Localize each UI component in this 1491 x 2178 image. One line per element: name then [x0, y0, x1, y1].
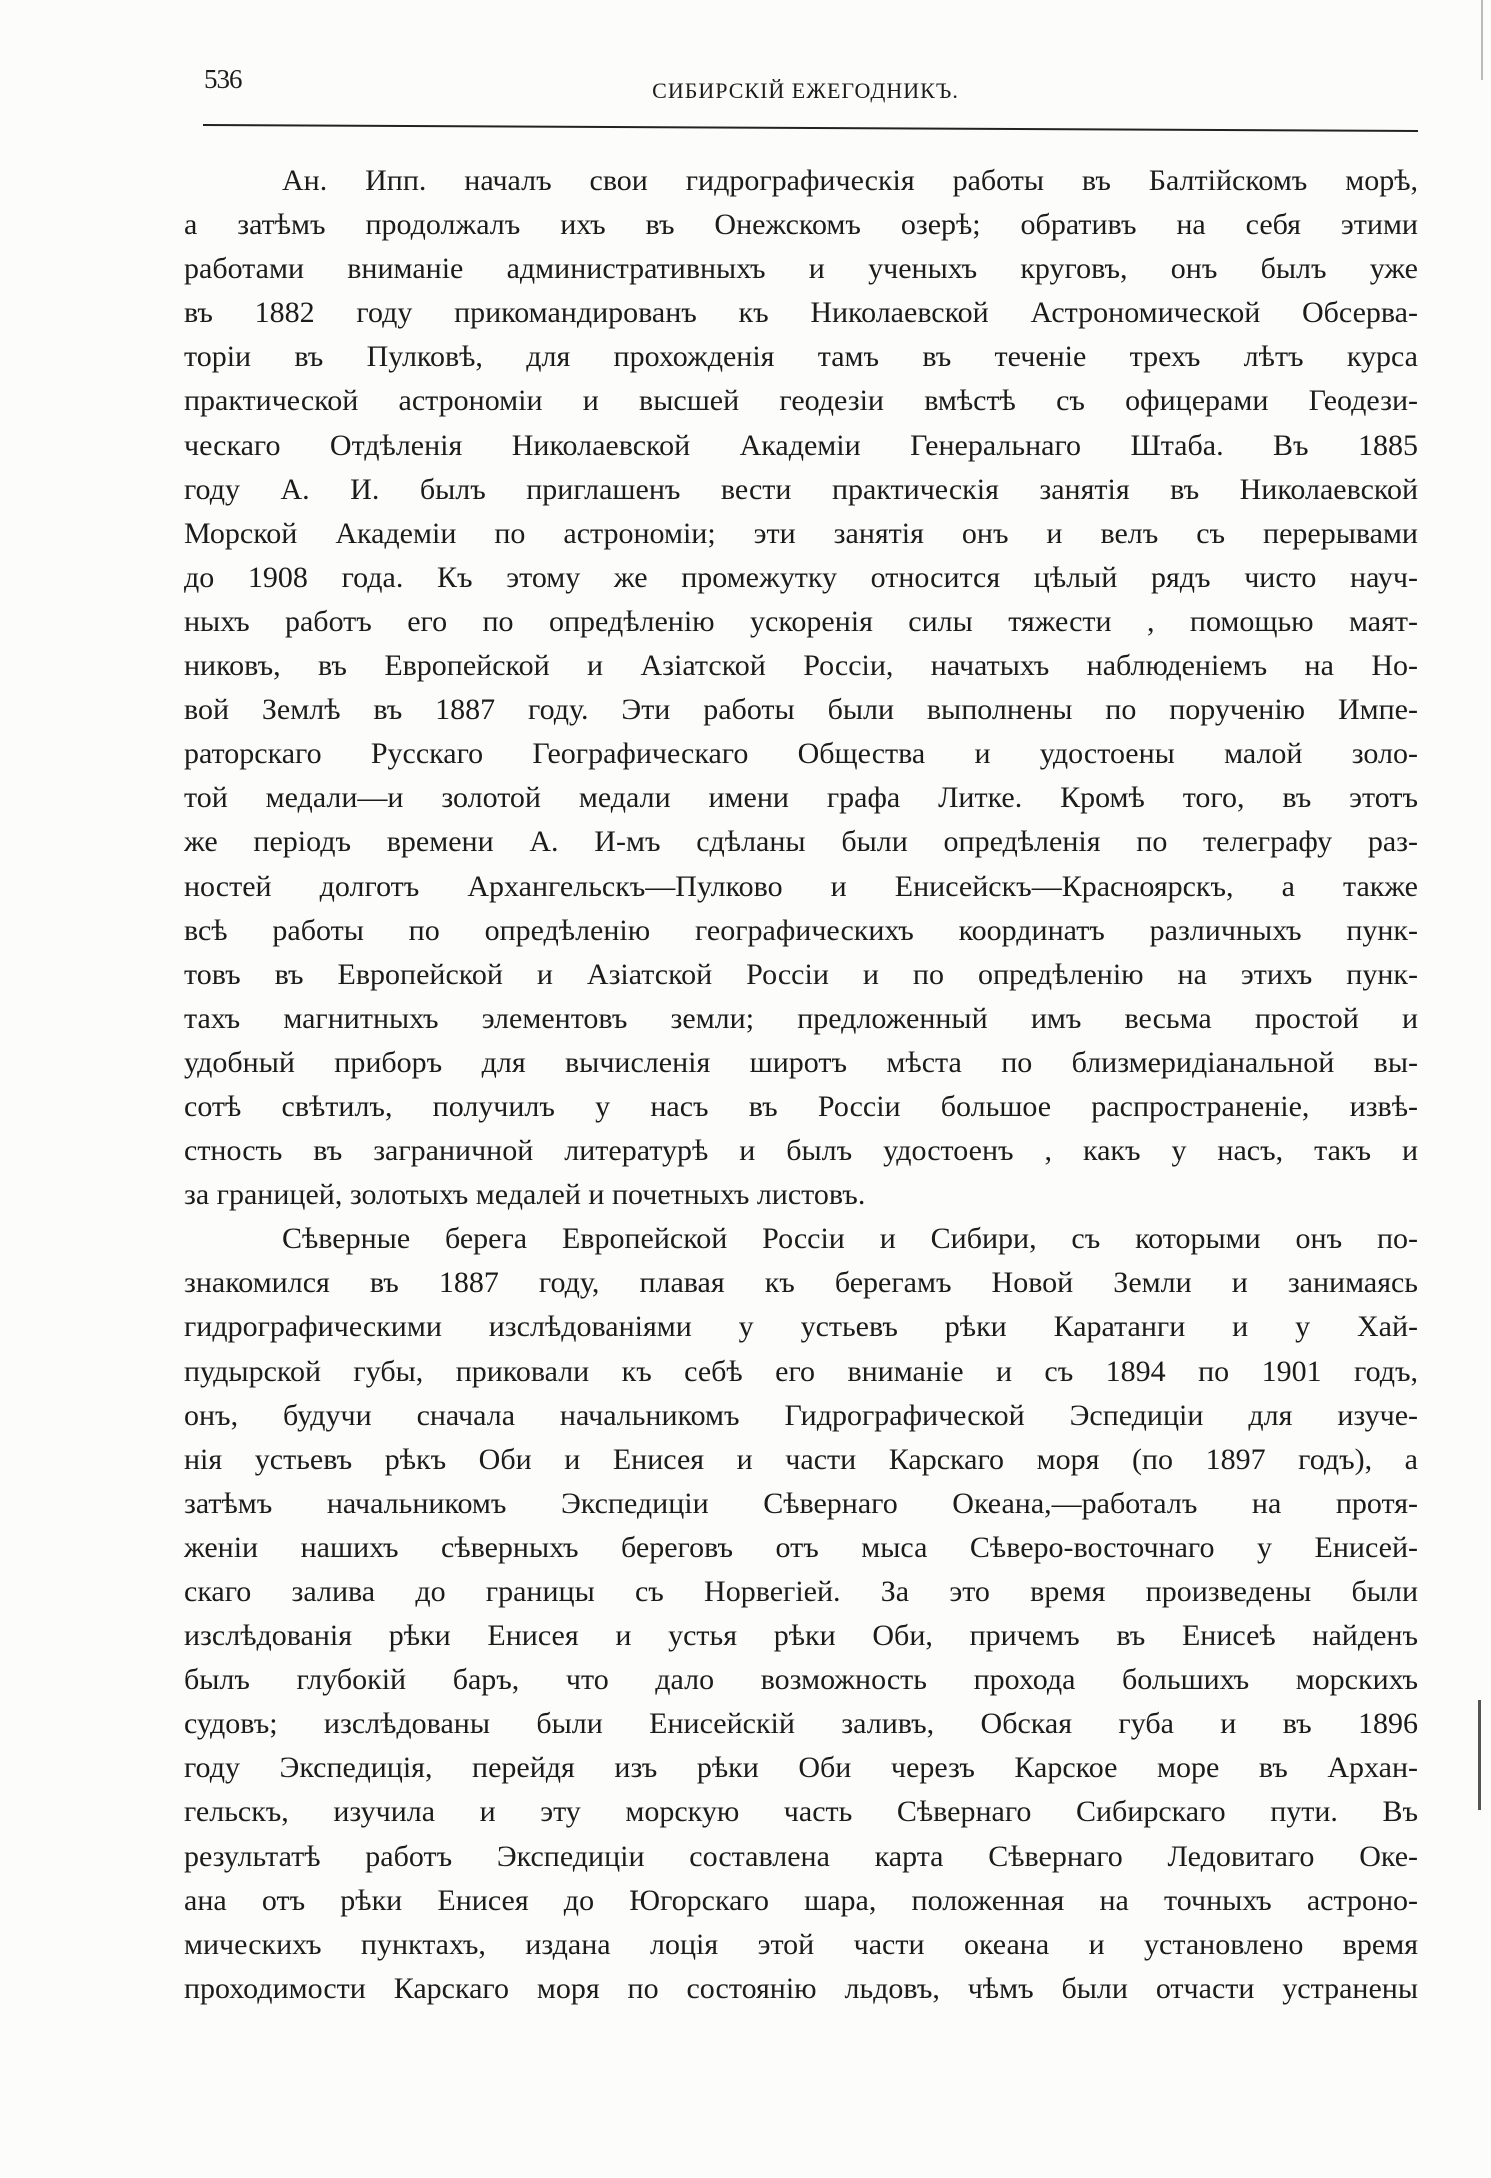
text-line: пудырской губы, приковали къ себѣ его вниманіе и съ 1894 по 1901 годъ, [184, 1354, 1418, 1388]
text-line: гидрографическими изслѣдованіями у устьевъ рѣки Каратанги и у Хай- [184, 1310, 1418, 1344]
text-line: году Экспедиція, перейдя изъ рѣки Оби черезъ Карское море въ Архан- [184, 1751, 1418, 1785]
body-text [184, 159, 1418, 2011]
text-line: году А. И. былъ приглашенъ вести практическія занятія въ Николаевской [184, 472, 1418, 506]
text-line: скаго залива до границы съ Норвегіей. За это время произведены были [184, 1575, 1418, 1608]
text-line: же періодъ времени А. И-мъ сдѣланы были опредѣленія по телеграфу раз- [184, 825, 1418, 859]
text-line: былъ глубокій баръ, что дало возможность прохода большихъ морскихъ [184, 1663, 1418, 1697]
text-line: женіи нашихъ сѣверныхъ береговъ отъ мыса Сѣверо-восточнаго у Енисей- [184, 1530, 1418, 1564]
text-line: ческаго Отдѣленія Николаевской Академіи Генеральнаго Штаба. Въ 1885 [184, 428, 1418, 462]
text-line: вой Землѣ въ 1887 году. Эти работы были выполнены по порученію Импе- [184, 693, 1418, 727]
text-line: всѣ работы по опредѣленію географическихъ координатъ различныхъ пунк- [184, 913, 1418, 947]
text-line: нія устьевъ рѣкъ Оби и Енисея и части Карскаго моря (по 1897 годъ), а [184, 1442, 1418, 1476]
text-line: ныхъ работъ его по опредѣленію ускоренія силы тяжести , помощью маят- [184, 604, 1418, 638]
text-line: товъ въ Европейской и Азіатской Россіи и по опредѣленію на этихъ пунк- [184, 957, 1418, 991]
text-line: онъ, будучи сначала начальникомъ Гидрографической Эспедиціи для изуче- [184, 1398, 1418, 1432]
text-line: ностей долготъ Архангельскъ—Пулково и Енисейскъ—Красноярскъ, а также [184, 869, 1418, 903]
text-line: практической астрономіи и высшей геодезіи вмѣстѣ съ офицерами Геодези- [184, 384, 1418, 418]
text-line: знакомился въ 1887 году, плавая къ берегамъ Новой Земли и занимаясь [184, 1266, 1418, 1300]
text-line: результатѣ работъ Экспедиціи составлена карта Сѣвернаго Ледовитаго Оке- [184, 1839, 1418, 1873]
text-line: проходимости Карскаго моря по состоянію льдовъ, чѣмъ были отчасти устранены [184, 1971, 1418, 2005]
header-rule [203, 124, 1418, 132]
page-number: 536 [204, 64, 242, 94]
text-line: тахъ магнитныхъ элементовъ земли; предложенный имъ весьма простой и [184, 1001, 1418, 1035]
text-line: работами вниманіе административныхъ и ученыхъ круговъ, онъ былъ уже [184, 252, 1418, 286]
text-line: гельскъ, изучила и эту морскую часть Сѣвернаго Сибирскаго пути. Въ [184, 1795, 1418, 1829]
text-line: мическихъ пунктахъ, издана лоція этой части океана и установлено время [184, 1927, 1418, 1961]
text-line: Морской Академіи по астрономіи; эти занятія онъ и велъ съ перерывами [184, 516, 1418, 550]
text-line: а затѣмъ продолжалъ ихъ въ Онежскомъ озерѣ; обративъ на себя этими [184, 208, 1418, 242]
text-line: сотѣ свѣтилъ, получилъ у насъ въ Россіи большое распространеніе, извѣ- [184, 1089, 1418, 1123]
text-line: никовъ, въ Европейской и Азіатской Россіи, начатыхъ наблюденіемъ на Но- [184, 649, 1418, 683]
text-line: изслѣдованія рѣки Енисея и устья рѣки Оби, причемъ въ Енисеѣ найденъ [184, 1619, 1418, 1653]
text-line: раторскаго Русскаго Географическаго Общества и удостоены малой золо- [184, 737, 1418, 771]
text-line: ана отъ рѣки Енисея до Югорскаго шара, положенная на точныхъ астроно- [184, 1883, 1418, 1917]
text-line: затѣмъ начальникомъ Экспедиціи Сѣвернаго Океана,—работалъ на протя- [184, 1486, 1418, 1520]
running-title: СИБИРСКІЙ ЕЖЕГОДНИКЪ. [652, 78, 959, 103]
text-line: за границей, золотыхъ медалей и почетныхъ листовъ. [184, 1178, 866, 1212]
text-line: судовъ; изслѣдованы были Енисейскій заливъ, Обская губа и въ 1896 [184, 1707, 1418, 1741]
page-edge-shadow [1481, 0, 1483, 80]
text-line: до 1908 года. Къ этому же промежутку относится цѣлый рядъ чисто науч- [184, 560, 1418, 594]
text-line: стность въ заграничной литературѣ и былъ удостоенъ , какъ у насъ, такъ и [184, 1134, 1418, 1168]
text-line: въ 1882 году прикомандированъ къ Николаевской Астрономической Обсерва- [184, 296, 1418, 330]
paragraph [184, 1217, 1418, 2011]
text-line: Ан. Ипп. началъ свои гидрографическія работы въ Балтійскомъ морѣ, [282, 164, 1418, 197]
text-line: удобный приборъ для вычисленія широтъ мѣста по близмеридіанальной вы- [184, 1045, 1418, 1079]
page-edge-mark [1478, 1700, 1481, 1810]
text-line: той медали—и золотой медали имени графа Литке. Кромѣ того, въ этотъ [184, 781, 1418, 815]
text-line: Сѣверные берега Европейской Россіи и Сибири, съ которыми онъ по- [282, 1222, 1418, 1256]
text-line: торіи въ Пулковѣ, для прохожденія тамъ въ теченіе трехъ лѣтъ курса [184, 340, 1418, 374]
paragraph [184, 159, 1418, 1217]
